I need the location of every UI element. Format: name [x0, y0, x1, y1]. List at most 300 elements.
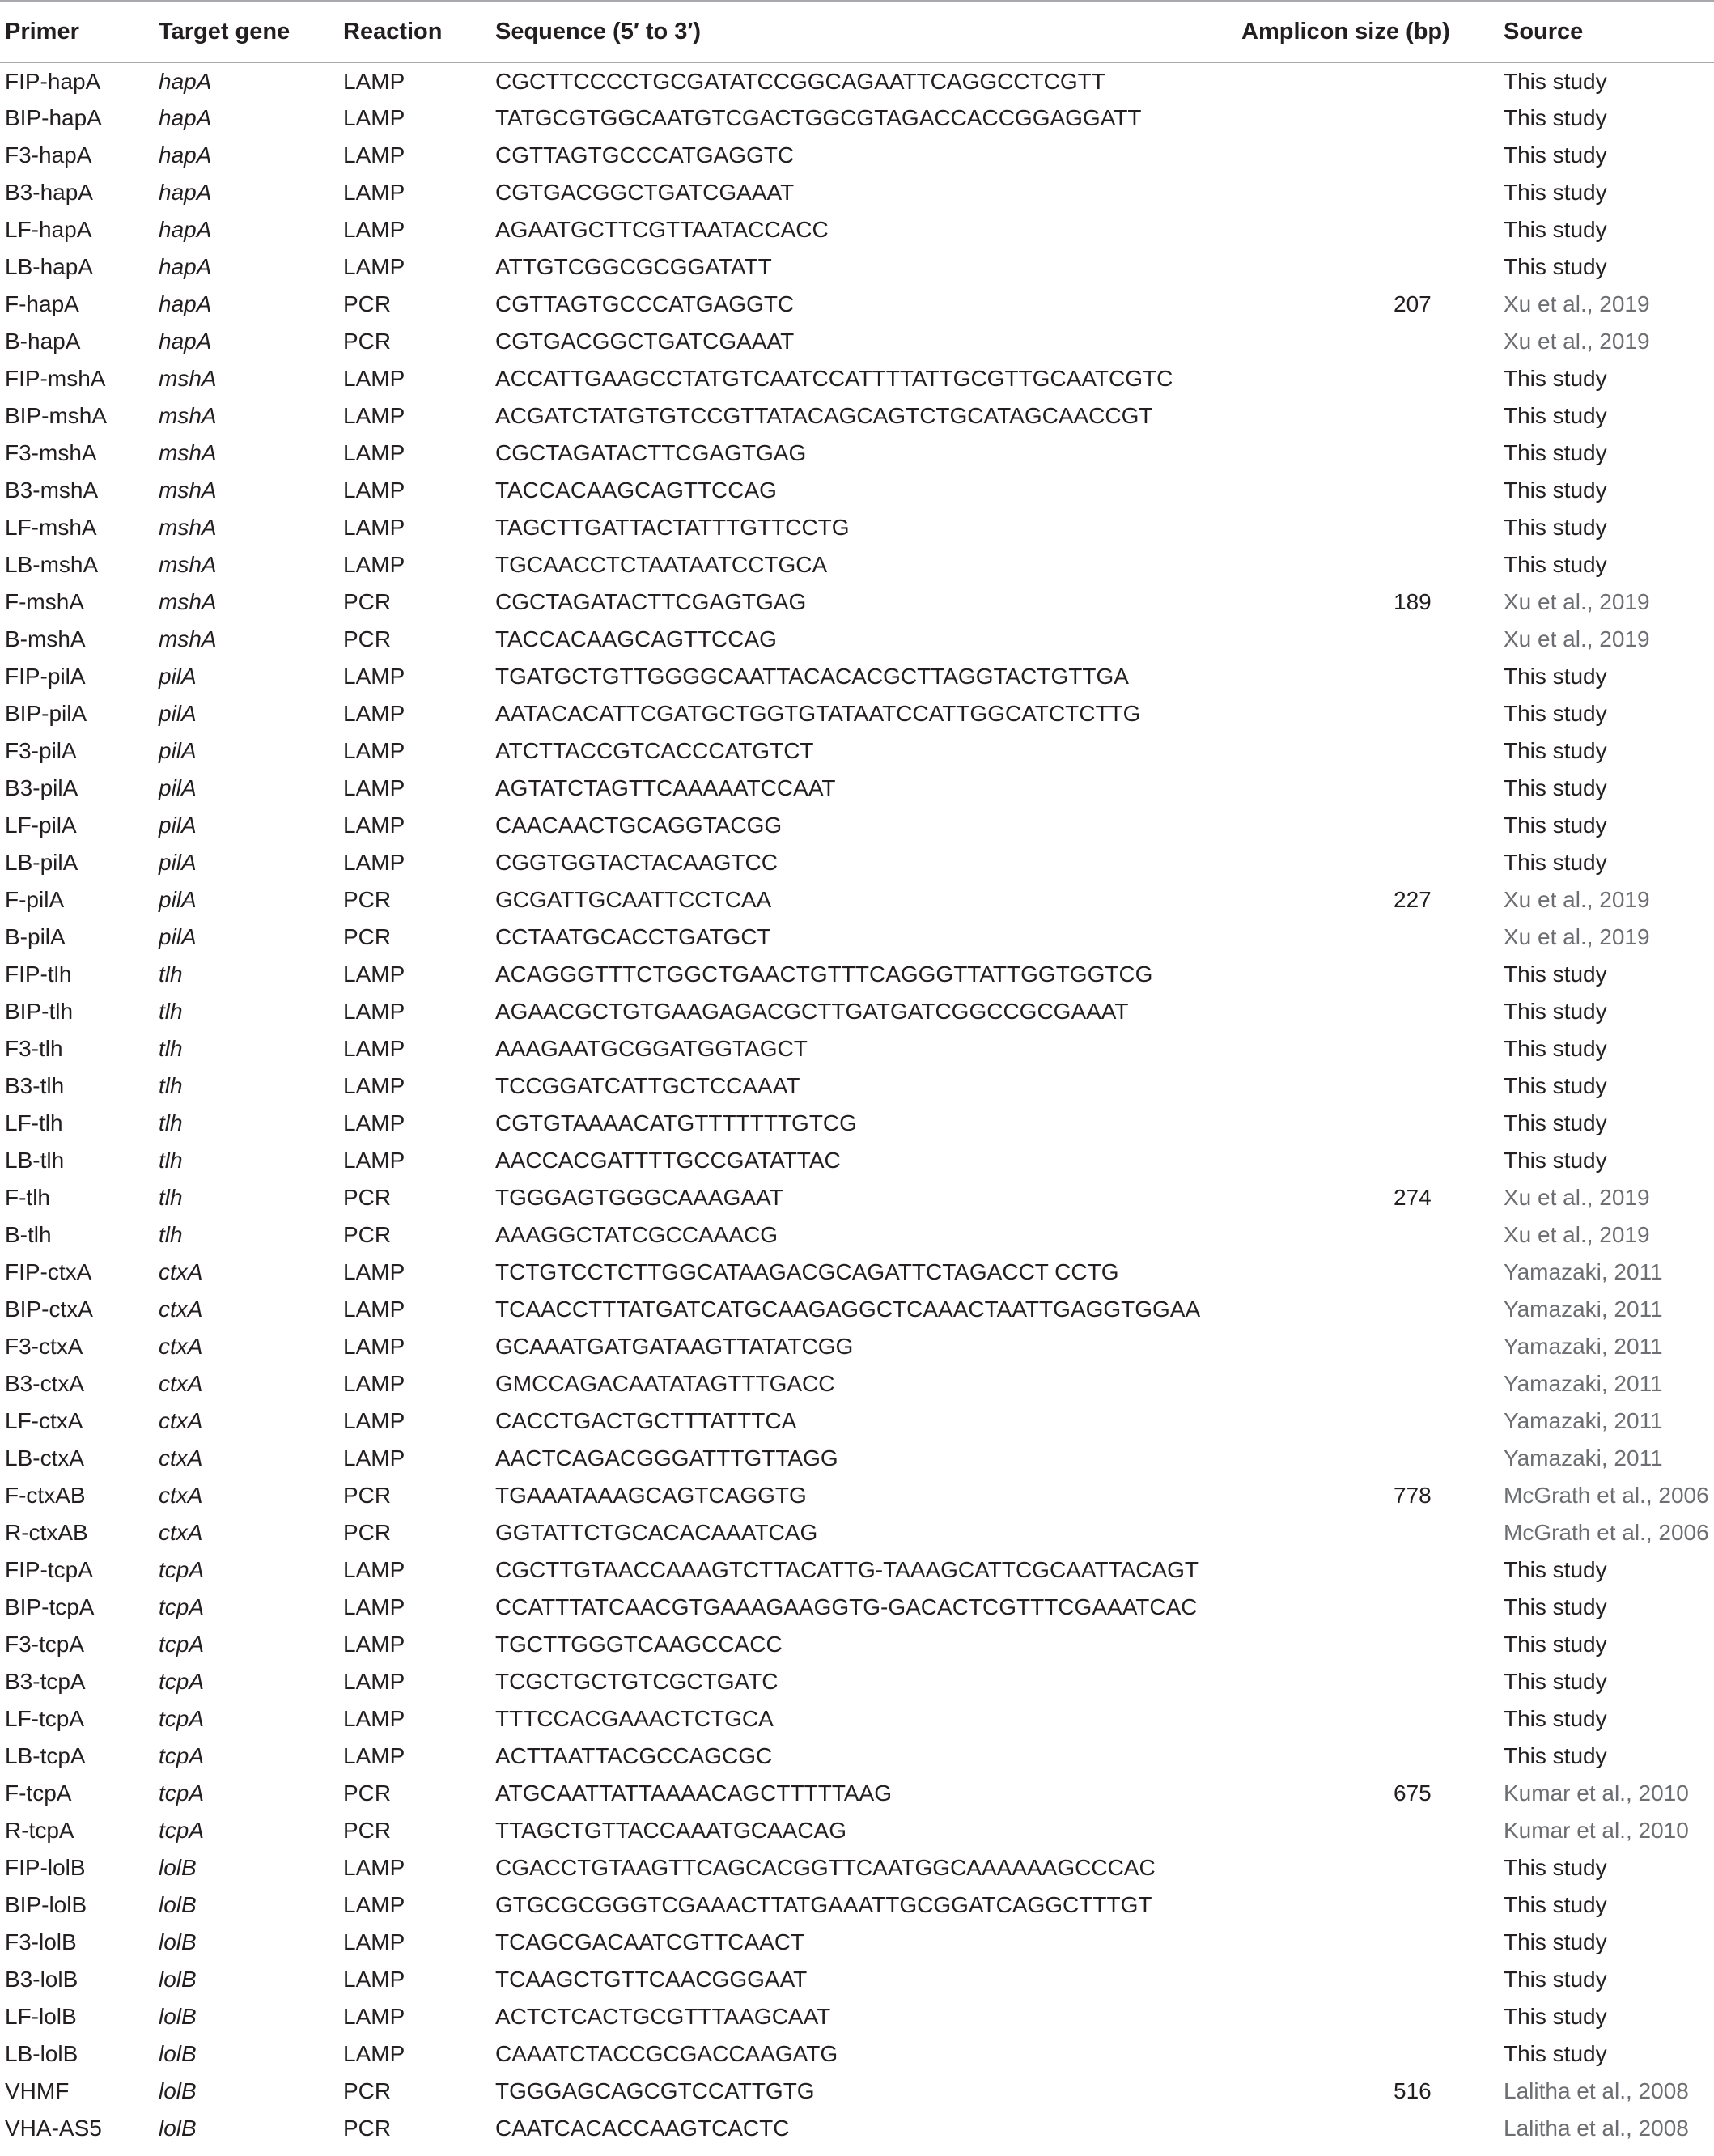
sequence-cell: TCGCTGCTGTCGCTGATC — [495, 1669, 779, 1694]
target-gene-cell: mshA — [159, 552, 217, 577]
source-cell: This study — [1504, 1594, 1607, 1619]
target-gene-cell: lolB — [159, 1967, 197, 1992]
source-cell: This study — [1504, 2041, 1607, 2066]
header-reaction: Reaction — [338, 1, 490, 62]
target-gene-cell: ctxA — [159, 1408, 203, 1433]
reaction-cell: LAMP — [343, 180, 405, 205]
source-cell: This study — [1504, 142, 1607, 168]
table-row — [0, 174, 1714, 211]
target-gene-cell: ctxA — [159, 1334, 203, 1359]
amplicon-size-cell — [1241, 807, 1499, 844]
table-row — [0, 1179, 1714, 1216]
target-gene-cell: mshA — [159, 477, 217, 503]
table-row — [0, 695, 1714, 732]
amplicon-size-cell — [1241, 1589, 1499, 1626]
reaction-cell: LAMP — [343, 2041, 405, 2066]
table-row — [0, 1030, 1714, 1067]
sequence-cell: CGCTAGATACTTCGAGTGAG — [495, 440, 807, 465]
amplicon-size-value: 778 — [1394, 1483, 1432, 1508]
table-row — [0, 1998, 1714, 2035]
target-gene-cell: ctxA — [159, 1445, 203, 1471]
primer-cell: B3-tlh — [5, 1073, 65, 1098]
primer-cell: B3-mshA — [5, 477, 99, 503]
sequence-cell: TGAAATAAAGCAGTCAGGTG — [495, 1483, 807, 1508]
primer-cell: F3-tlh — [5, 1036, 63, 1061]
reaction-cell: PCR — [343, 329, 392, 354]
primer-cell: R-tcpA — [5, 1818, 74, 1843]
reaction-cell: LAMP — [343, 999, 405, 1024]
primer-cell: BIP-ctxA — [5, 1297, 93, 1322]
source-cell: Yamazaki, 2011 — [1504, 1408, 1663, 1433]
sequence-cell: GTGCGCGGGTCGAAACTTATGAAATTGCGGATCAGGCTTTGT — [495, 1892, 1152, 1917]
amplicon-size-cell — [1241, 1998, 1499, 2035]
reaction-cell: PCR — [343, 626, 392, 651]
reaction-cell: LAMP — [343, 403, 405, 428]
amplicon-size-cell — [1241, 844, 1499, 881]
source-cell: Yamazaki, 2011 — [1504, 1297, 1663, 1322]
amplicon-size-cell — [1241, 211, 1499, 248]
target-gene-cell: tlh — [159, 1073, 183, 1098]
source-cell: McGrath et al., 2006 — [1504, 1520, 1709, 1545]
reaction-cell: LAMP — [343, 366, 405, 391]
amplicon-size-cell — [1241, 472, 1499, 509]
amplicon-size-cell — [1241, 1030, 1499, 1067]
amplicon-size-cell — [1241, 1477, 1499, 1514]
primer-cell: LB-mshA — [5, 552, 99, 577]
reaction-cell: LAMP — [343, 142, 405, 168]
reaction-cell: LAMP — [343, 1408, 405, 1433]
amplicon-size-value: 189 — [1394, 589, 1432, 614]
sequence-cell: CAACAACTGCAGGTACGG — [495, 813, 783, 838]
target-gene-cell: tlh — [159, 1185, 183, 1210]
reaction-cell: LAMP — [343, 477, 405, 503]
amplicon-size-cell — [1241, 1626, 1499, 1663]
table-row — [0, 1105, 1714, 1142]
header-amplicon-size: Amplicon size (bp) — [1241, 1, 1499, 62]
sequence-cell: CGCTTCCCCTGCGATATCCGGCAGAATTCAGGCCTCGTT — [495, 68, 1105, 94]
primer-cell: LF-tlh — [5, 1110, 63, 1135]
reaction-cell: LAMP — [343, 1743, 405, 1768]
amplicon-size-cell — [1241, 1514, 1499, 1551]
amplicon-size-cell — [1241, 1738, 1499, 1775]
table-row — [0, 546, 1714, 584]
source-cell: Yamazaki, 2011 — [1504, 1259, 1663, 1284]
reaction-cell: LAMP — [343, 1036, 405, 1061]
sequence-cell: GCGATTGCAATTCCTCAA — [495, 887, 772, 912]
reaction-cell: LAMP — [343, 552, 405, 577]
amplicon-size-value: 274 — [1394, 1185, 1432, 1210]
table-row — [0, 1663, 1714, 1700]
amplicon-size-cell — [1241, 248, 1499, 286]
table-row — [0, 509, 1714, 546]
primer-cell: R-ctxAB — [5, 1520, 88, 1545]
source-cell: This study — [1504, 105, 1607, 130]
target-gene-cell: lolB — [159, 2078, 197, 2103]
table-row — [0, 1812, 1714, 1849]
table-row — [0, 1328, 1714, 1365]
header-row — [0, 1, 1714, 62]
reaction-cell: LAMP — [343, 1073, 405, 1098]
amplicon-size-value: 516 — [1394, 2078, 1432, 2103]
source-cell: This study — [1504, 1743, 1607, 1768]
primer-cell: FIP-ctxA — [5, 1259, 92, 1284]
amplicon-size-cell — [1241, 1216, 1499, 1254]
sequence-cell: CGACCTGTAAGTTCAGCACGGTTCAATGGCAAAAAAGCCCAC — [495, 1855, 1156, 1880]
primer-cell: B-mshA — [5, 626, 86, 651]
source-cell: This study — [1504, 2004, 1607, 2029]
target-gene-cell: pilA — [159, 738, 197, 763]
reaction-cell: PCR — [343, 2078, 392, 2103]
source-cell: This study — [1504, 1706, 1607, 1731]
source-cell: Yamazaki, 2011 — [1504, 1371, 1663, 1396]
sequence-cell: AACTCAGACGGGATTTGTTAGG — [495, 1445, 838, 1471]
reaction-cell: PCR — [343, 291, 392, 316]
source-cell: This study — [1504, 180, 1607, 205]
amplicon-size-cell — [1241, 1254, 1499, 1291]
primer-cell: B3-ctxA — [5, 1371, 85, 1396]
primer-cell: FIP-mshA — [5, 366, 106, 391]
target-gene-cell: tlh — [159, 999, 183, 1024]
table-row — [0, 732, 1714, 770]
primer-cell: F-tlh — [5, 1185, 50, 1210]
reaction-cell: PCR — [343, 924, 392, 949]
target-gene-cell: pilA — [159, 887, 197, 912]
sequence-cell: CGTGTAAAACATGTTTTTTTGTCG — [495, 1110, 857, 1135]
target-gene-cell: pilA — [159, 924, 197, 949]
table-row — [0, 1440, 1714, 1477]
table-row — [0, 1849, 1714, 1886]
sequence-cell: TAGCTTGATTACTATTTGTTCCTG — [495, 515, 850, 540]
table-row — [0, 248, 1714, 286]
reaction-cell: LAMP — [343, 68, 405, 94]
sequence-cell: TGCAACCTCTAATAATCCTGCA — [495, 552, 828, 577]
target-gene-cell: ctxA — [159, 1259, 203, 1284]
primer-cell: BIP-pilA — [5, 701, 87, 726]
table-row — [0, 956, 1714, 993]
amplicon-size-cell — [1241, 2035, 1499, 2073]
target-gene-cell: pilA — [159, 664, 197, 689]
amplicon-size-cell — [1241, 919, 1499, 956]
target-gene-cell: mshA — [159, 366, 217, 391]
reaction-cell: LAMP — [343, 1855, 405, 1880]
sequence-cell: CGTTAGTGCCCATGAGGTC — [495, 142, 795, 168]
primer-cell: BIP-mshA — [5, 403, 108, 428]
amplicon-size-cell — [1241, 658, 1499, 695]
target-gene-cell: ctxA — [159, 1371, 203, 1396]
table-row — [0, 621, 1714, 658]
table-row — [0, 1067, 1714, 1105]
amplicon-size-cell — [1241, 770, 1499, 807]
reaction-cell: LAMP — [343, 813, 405, 838]
sequence-cell: ACCATTGAAGCCTATGTCAATCCATTTTATTGCGTTGCAATCGTC — [495, 366, 1173, 391]
reaction-cell: LAMP — [343, 1557, 405, 1582]
primer-cell: F3-lolB — [5, 1929, 77, 1954]
amplicon-size-cell — [1241, 732, 1499, 770]
reaction-cell: LAMP — [343, 2004, 405, 2029]
source-cell: Yamazaki, 2011 — [1504, 1334, 1663, 1359]
primer-cell: BIP-hapA — [5, 105, 102, 130]
sequence-cell: CCTAATGCACCTGATGCT — [495, 924, 771, 949]
table-row — [0, 1775, 1714, 1812]
table-row — [0, 2035, 1714, 2073]
primer-cell: LB-pilA — [5, 850, 78, 875]
target-gene-cell: tcpA — [159, 1557, 205, 1582]
primer-cell: F3-tcpA — [5, 1632, 85, 1657]
source-cell: This study — [1504, 254, 1607, 279]
amplicon-size-cell — [1241, 286, 1499, 323]
amplicon-size-cell — [1241, 1440, 1499, 1477]
source-cell: This study — [1504, 1148, 1607, 1173]
source-cell: This study — [1504, 217, 1607, 242]
reaction-cell: LAMP — [343, 440, 405, 465]
amplicon-size-cell — [1241, 397, 1499, 435]
table-row — [0, 993, 1714, 1030]
target-gene-cell: ctxA — [159, 1483, 203, 1508]
table-row — [0, 360, 1714, 397]
primer-cell: B-tlh — [5, 1222, 52, 1247]
sequence-cell: TATGCGTGGCAATGTCGACTGGCGTAGACCACCGGAGGATT — [495, 105, 1142, 130]
primer-cell: LF-pilA — [5, 813, 77, 838]
amplicon-size-cell — [1241, 62, 1499, 100]
reaction-cell: LAMP — [343, 1259, 405, 1284]
table-row — [0, 1924, 1714, 1961]
source-cell: This study — [1504, 1892, 1607, 1917]
primer-cell: LB-lolB — [5, 2041, 78, 2066]
target-gene-cell: lolB — [159, 1855, 197, 1880]
source-cell: Kumar et al., 2010 — [1504, 1818, 1689, 1843]
source-cell: Xu et al., 2019 — [1504, 1222, 1650, 1247]
amplicon-size-cell — [1241, 695, 1499, 732]
target-gene-cell: pilA — [159, 775, 197, 800]
source-cell: This study — [1504, 1669, 1607, 1694]
primer-cell: BIP-tcpA — [5, 1594, 95, 1619]
amplicon-size-cell — [1241, 881, 1499, 919]
table-row — [0, 1216, 1714, 1254]
primer-cell: F3-ctxA — [5, 1334, 83, 1359]
reaction-cell: LAMP — [343, 701, 405, 726]
table-row — [0, 584, 1714, 621]
source-cell: Xu et al., 2019 — [1504, 887, 1650, 912]
sequence-cell: CAATCACACCAAGTCACTC — [495, 2116, 790, 2141]
sequence-cell: CCATTTATCAACGTGAAAGAAGGTG-GACACTCGTTTCGAAATCAC — [495, 1594, 1198, 1619]
table-row — [0, 1365, 1714, 1403]
sequence-cell: ATGCAATTATTAAAACAGCTTTTTAAG — [495, 1780, 892, 1806]
reaction-cell: LAMP — [343, 1892, 405, 1917]
sequence-cell: AAAGGCTATCGCCAAACG — [495, 1222, 779, 1247]
reaction-cell: LAMP — [343, 1334, 405, 1359]
primer-cell: F-tcpA — [5, 1780, 72, 1806]
primer-cell: LB-tlh — [5, 1148, 65, 1173]
source-cell: McGrath et al., 2006 — [1504, 1483, 1709, 1508]
table-row — [0, 137, 1714, 174]
table-row — [0, 658, 1714, 695]
amplicon-size-cell — [1241, 1105, 1499, 1142]
source-cell: Kumar et al., 2010 — [1504, 1780, 1689, 1806]
source-cell: This study — [1504, 477, 1607, 503]
target-gene-cell: mshA — [159, 626, 217, 651]
sequence-cell: TACCACAAGCAGTTCCAG — [495, 477, 777, 503]
primer-cell: LF-mshA — [5, 515, 97, 540]
reaction-cell: LAMP — [343, 1632, 405, 1657]
reaction-cell: LAMP — [343, 1669, 405, 1694]
amplicon-size-cell — [1241, 1924, 1499, 1961]
target-gene-cell: tcpA — [159, 1706, 205, 1731]
table-row — [0, 100, 1714, 137]
primer-cell: FIP-lolB — [5, 1855, 86, 1880]
primer-cell: BIP-lolB — [5, 1892, 87, 1917]
reaction-cell: LAMP — [343, 1371, 405, 1396]
amplicon-size-cell — [1241, 1812, 1499, 1849]
table-row — [0, 2110, 1714, 2147]
target-gene-cell: tlh — [159, 1148, 183, 1173]
source-cell: This study — [1504, 1036, 1607, 1061]
source-cell: Xu et al., 2019 — [1504, 291, 1650, 316]
amplicon-size-value: 675 — [1394, 1780, 1432, 1806]
target-gene-cell: hapA — [159, 180, 212, 205]
primer-cell: LF-tcpA — [5, 1706, 85, 1731]
source-cell: This study — [1504, 1632, 1607, 1657]
table-row — [0, 1626, 1714, 1663]
source-cell: Lalitha et al., 2008 — [1504, 2116, 1689, 2141]
header-sequence: Sequence (5′ to 3′) — [490, 1, 1241, 62]
amplicon-size-cell — [1241, 993, 1499, 1030]
target-gene-cell: tlh — [159, 1036, 183, 1061]
target-gene-cell: mshA — [159, 589, 217, 614]
primer-cell: F3-mshA — [5, 440, 97, 465]
source-cell: This study — [1504, 1855, 1607, 1880]
amplicon-size-cell — [1241, 1403, 1499, 1440]
sequence-cell: TCTGTCCTCTTGGCATAAGACGCAGATTCTAGACCT CCTG — [495, 1259, 1119, 1284]
table-row — [0, 1886, 1714, 1924]
amplicon-size-cell — [1241, 509, 1499, 546]
sequence-cell: AAAGAATGCGGATGGTAGCT — [495, 1036, 808, 1061]
primer-cell: VHMF — [5, 2078, 70, 2103]
reaction-cell: LAMP — [343, 664, 405, 689]
source-cell: This study — [1504, 701, 1607, 726]
source-cell: This study — [1504, 552, 1607, 577]
table-row — [0, 1403, 1714, 1440]
reaction-cell: LAMP — [343, 515, 405, 540]
amplicon-size-cell — [1241, 1775, 1499, 1812]
target-gene-cell: tlh — [159, 1110, 183, 1135]
source-cell: This study — [1504, 664, 1607, 689]
source-cell: This study — [1504, 1073, 1607, 1098]
primer-cell: LB-ctxA — [5, 1445, 85, 1471]
reaction-cell: PCR — [343, 1520, 392, 1545]
source-cell: This study — [1504, 775, 1607, 800]
primer-cell: FIP-pilA — [5, 664, 86, 689]
target-gene-cell: lolB — [159, 2116, 197, 2141]
primer-cell: B-hapA — [5, 329, 81, 354]
target-gene-cell: tlh — [159, 961, 183, 987]
sequence-cell: TGATGCTGTTGGGGCAATTACACACGCTTAGGTACTGTTGA — [495, 664, 1129, 689]
amplicon-size-cell — [1241, 1551, 1499, 1589]
source-cell: Xu et al., 2019 — [1504, 924, 1650, 949]
target-gene-cell: hapA — [159, 142, 212, 168]
table-row — [0, 286, 1714, 323]
amplicon-size-cell — [1241, 323, 1499, 360]
target-gene-cell: ctxA — [159, 1297, 203, 1322]
target-gene-cell: mshA — [159, 403, 217, 428]
source-cell: This study — [1504, 999, 1607, 1024]
primer-cell: B3-hapA — [5, 180, 93, 205]
sequence-cell: ACTTAATTACGCCAGCGC — [495, 1743, 773, 1768]
target-gene-cell: tcpA — [159, 1632, 205, 1657]
target-gene-cell: tcpA — [159, 1669, 205, 1694]
sequence-cell: CGTGACGGCTGATCGAAAT — [495, 329, 795, 354]
sequence-cell: ATCTTACCGTCACCCATGTCT — [495, 738, 814, 763]
table-row — [0, 397, 1714, 435]
primer-cell: LB-tcpA — [5, 1743, 86, 1768]
amplicon-size-cell — [1241, 546, 1499, 584]
reaction-cell: PCR — [343, 589, 392, 614]
sequence-cell: ACGATCTATGTGTCCGTTATACAGCAGTCTGCATAGCAACCGT — [495, 403, 1153, 428]
target-gene-cell: tcpA — [159, 1780, 205, 1806]
target-gene-cell: pilA — [159, 850, 197, 875]
table-row — [0, 1477, 1714, 1514]
table-row — [0, 919, 1714, 956]
target-gene-cell: tcpA — [159, 1818, 205, 1843]
table-row — [0, 62, 1714, 100]
table-row — [0, 2073, 1714, 2110]
amplicon-size-cell — [1241, 621, 1499, 658]
table-row — [0, 1700, 1714, 1738]
table-row — [0, 1551, 1714, 1589]
amplicon-size-value: 207 — [1394, 291, 1432, 316]
primer-cell: VHA-AS5 — [5, 2116, 102, 2141]
sequence-cell: TGGGAGCAGCGTCCATTGTG — [495, 2078, 815, 2103]
sequence-cell: AGTATCTAGTTCAAAAATCCAAT — [495, 775, 836, 800]
reaction-cell: LAMP — [343, 1297, 405, 1322]
target-gene-cell: hapA — [159, 291, 212, 316]
reaction-cell: PCR — [343, 887, 392, 912]
primer-cell: BIP-tlh — [5, 999, 74, 1024]
primer-cell: F-ctxAB — [5, 1483, 86, 1508]
sequence-cell: TCAACCTTTATGATCATGCAAGAGGCTCAAACTAATTGAGGTGGAA — [495, 1297, 1201, 1322]
sequence-cell: AGAATGCTTCGTTAATACCACC — [495, 217, 829, 242]
target-gene-cell: lolB — [159, 2004, 197, 2029]
primer-cell: B3-pilA — [5, 775, 78, 800]
source-cell: This study — [1504, 1929, 1607, 1954]
primer-cell: F-pilA — [5, 887, 65, 912]
source-cell: Lalitha et al., 2008 — [1504, 2078, 1689, 2103]
source-cell: This study — [1504, 850, 1607, 875]
amplicon-size-cell — [1241, 1663, 1499, 1700]
amplicon-size-cell — [1241, 2073, 1499, 2110]
target-gene-cell: pilA — [159, 813, 197, 838]
reaction-cell: LAMP — [343, 961, 405, 987]
target-gene-cell: hapA — [159, 329, 212, 354]
table-header — [0, 1, 1714, 62]
sequence-cell: GMCCAGACAATATAGTTTGACC — [495, 1371, 835, 1396]
sequence-cell: CGCTTGTAACCAAAGTCTTACATTG-TAAAGCATTCGCAATTACAGT — [495, 1557, 1199, 1582]
sequence-cell: TCCGGATCATTGCTCCAAAT — [495, 1073, 800, 1098]
amplicon-size-cell — [1241, 1700, 1499, 1738]
primer-cell: FIP-hapA — [5, 68, 101, 94]
source-cell: This study — [1504, 440, 1607, 465]
table-row — [0, 323, 1714, 360]
amplicon-size-cell — [1241, 100, 1499, 137]
sequence-cell: CAAATCTACCGCGACCAAGATG — [495, 2041, 838, 2066]
primer-cell: FIP-tlh — [5, 961, 72, 987]
reaction-cell: LAMP — [343, 217, 405, 242]
source-cell: Yamazaki, 2011 — [1504, 1445, 1663, 1471]
target-gene-cell: pilA — [159, 701, 197, 726]
table-body — [0, 62, 1714, 2147]
primer-cell: FIP-tcpA — [5, 1557, 93, 1582]
sequence-cell: TTAGCTGTTACCAAATGCAACAG — [495, 1818, 847, 1843]
source-cell: This study — [1504, 68, 1607, 94]
